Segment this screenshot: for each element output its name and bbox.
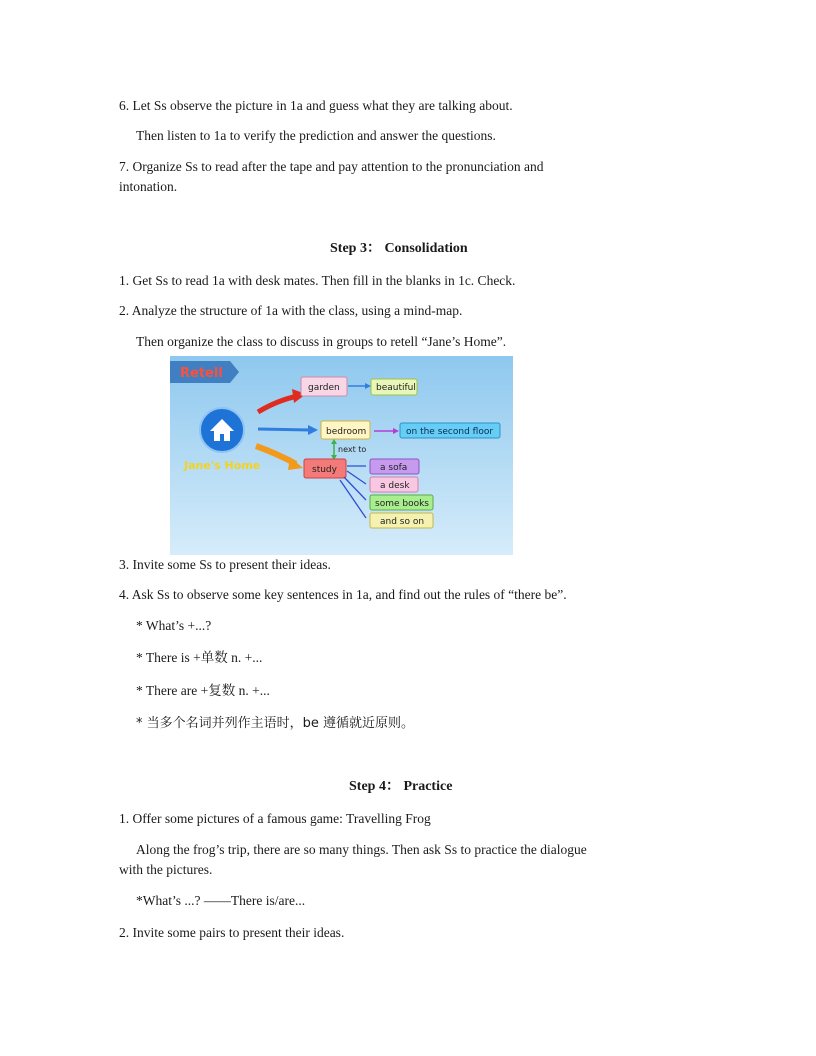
step-3-item-2-line-1: 2. Analyze the structure of 1a with the class, using a mind-map. [119,303,463,318]
step-4-item-1-detail-line-1: Along the frog’s trip, there are so many things. Then ask Ss to practice the dialogue [136,842,587,857]
desk-label: a desk [380,481,410,491]
dialogue-pattern: *What’s ...? ——There is/are... [136,893,306,908]
step-3-item-4: 4. Ask Ss to observe some key sentences in 1a, and find out the rules of “there be”. [119,587,567,602]
step-4-item-1-detail-line-2: with the pictures. [119,862,213,877]
step-3-item-1: 1. Get Ss to read 1a with desk mates. Then fill in the blanks in 1c. Check. [119,273,516,288]
step-3-heading: Step 3： Consolidation [330,241,468,256]
second-floor-label: on the second floor [406,427,494,437]
retell-tag [170,361,239,383]
item-7-line-2: intonation. [119,179,178,194]
rule-there-is: * There is +单数 n. +... [136,650,263,665]
rule-whats: * What’s +...? [136,618,212,633]
item-7-line-1: 7. Organize Ss to read after the tape and pay attention to the pronunciation and [119,159,544,174]
study-label: study [312,465,337,475]
step-4-item-2: 2. Invite some pairs to present their ideas. [119,925,345,940]
books-label: some books [375,499,429,509]
step-4-item-1: 1. Offer some pictures of a famous game: Travelling Frog [119,811,431,826]
step-3-item-2-line-2: Then organize the class to discuss in groups to retell “Jane’s Home”. [136,334,507,349]
item-6-line-1: 6. Let Ss observe the picture in 1a and guess what they are talking about. [119,98,513,113]
item-6-line-2: Then listen to 1a to verify the prediction and answer the questions. [136,128,496,143]
arrow-to-bedroom [258,429,310,430]
bedroom-label: bedroom [326,427,367,437]
center-label: Jane's Home [184,459,261,472]
retell-label: Retell [180,366,223,381]
sofa-label: a sofa [380,463,408,473]
step-4-heading: Step 4： Practice [349,779,453,794]
home-icon [200,408,244,452]
retell-mind-map [170,356,513,555]
rule-proximity: * 当多个名词并列作主语时，be 遵循就近原则。 [136,716,415,731]
step-3-item-3: 3. Invite some Ss to present their ideas. [119,557,331,572]
rule-there-are: * There are +复数 n. +... [136,683,270,698]
so-on-label: and so on [380,517,425,527]
garden-label: garden [308,383,340,393]
beautiful-label: beautiful [376,383,416,393]
next-to-label: next to [338,445,367,454]
